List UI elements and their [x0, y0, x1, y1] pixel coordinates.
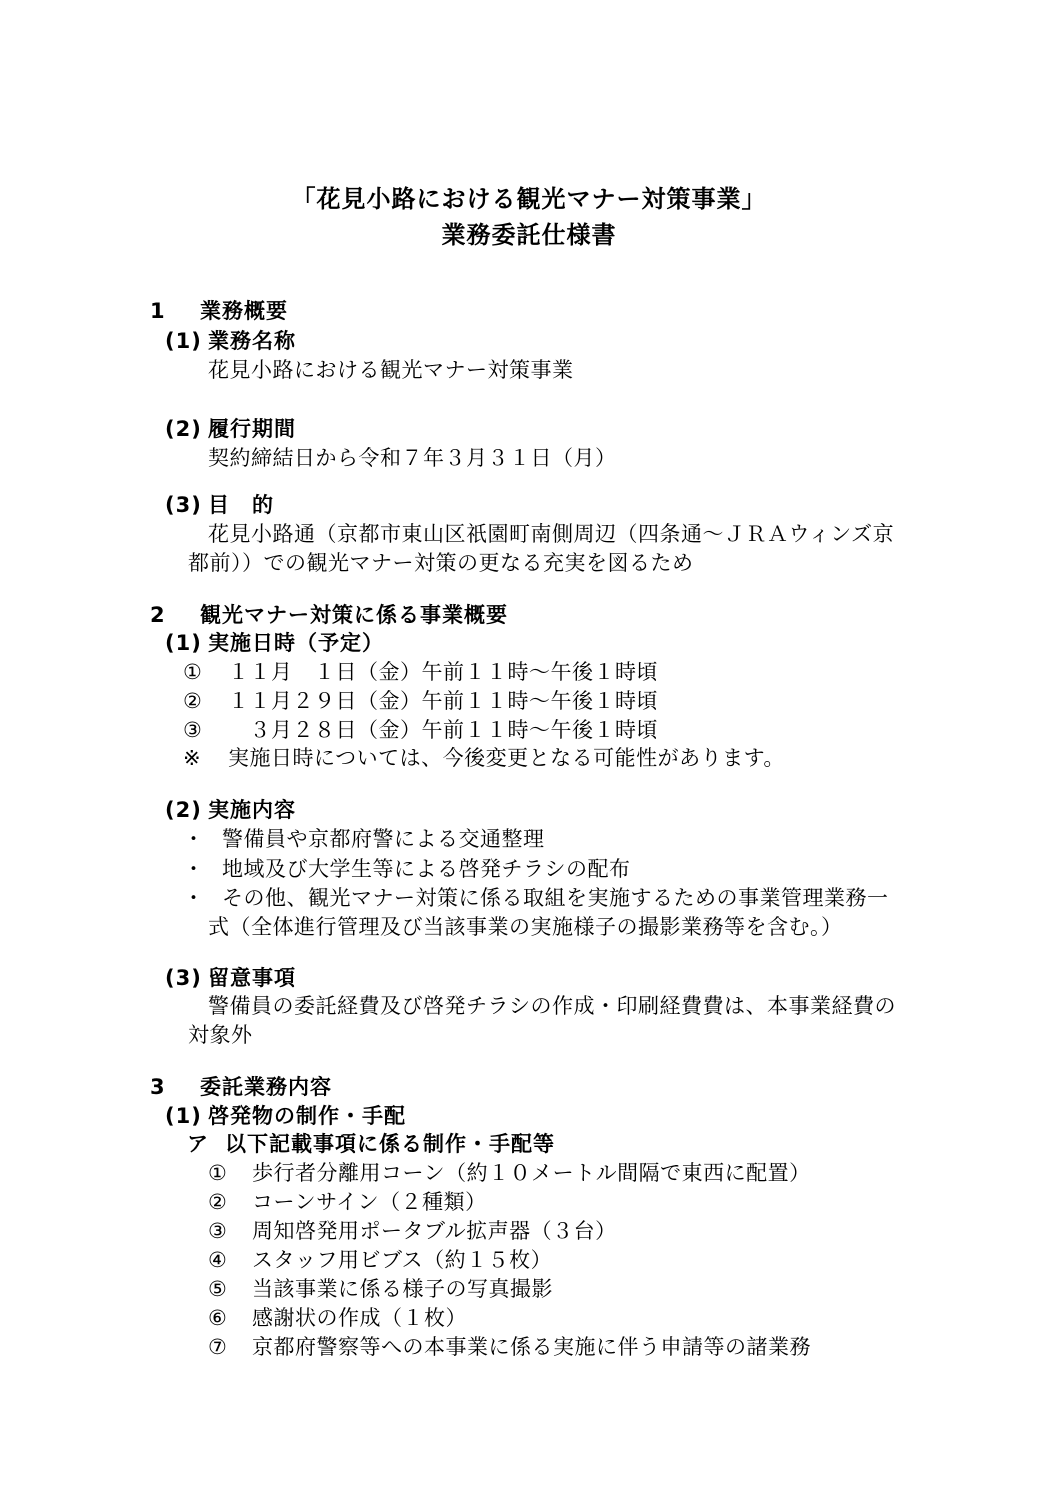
circled-2-marker: ②	[183, 689, 203, 713]
circled-5-marker: ⑤	[208, 1277, 228, 1301]
circled-1-marker: ①	[183, 660, 203, 684]
circled-6-marker: ⑥	[208, 1306, 228, 1330]
schedule-item-2	[183, 687, 658, 716]
procurement-item-6-text: 感謝状の作成（１枚）	[252, 1306, 467, 1330]
section1-2-heading	[165, 415, 296, 444]
content-bullet-3-text: その他、観光マナー対策に係る取組を実施するための事業管理業務一	[222, 886, 889, 910]
doc-title-line1: 「花見小路における観光マナー対策事業」	[291, 185, 767, 213]
schedule-note	[183, 744, 785, 773]
section1-2-body: 契約締結日から令和７年３月３１日（月）	[208, 446, 617, 470]
procurement-item-4-text: スタッフ用ビブス（約１５枚）	[252, 1248, 553, 1272]
section1-3-heading-text: 目 的	[208, 493, 274, 517]
bullet-marker: ・	[183, 857, 205, 881]
doc-title-line2: 業務委託仕様書	[441, 221, 617, 249]
section3-1-heading	[165, 1102, 406, 1131]
content-bullet-3-continuation: 式（全体進行管理及び当該事業の実施様子の撮影業務等を含む。）	[208, 915, 843, 939]
section3-1-sub-heading	[187, 1130, 555, 1159]
section3-1-number: (1)	[165, 1104, 202, 1128]
procurement-item-1-text: 歩行者分離用コーン（約１０メートル間隔で東西に配置）	[252, 1161, 811, 1185]
procurement-item-7-text: 京都府警察等への本事業に係る実施に伴う申請等の諸業務	[252, 1335, 811, 1359]
section1-3-body-line2: 都前））での観光マナー対策の更なる充実を図るため	[188, 551, 694, 575]
section3-1-heading-text: 啓発物の制作・手配	[208, 1104, 406, 1128]
reference-mark: ※	[183, 746, 202, 770]
section1-3-body-line1: 花見小路通（京都市東山区祇園町南側周辺（四条通～ＪＲＡウィンズ京	[208, 522, 895, 546]
procurement-item-1	[208, 1159, 811, 1188]
circled-1-marker: ①	[208, 1161, 228, 1185]
content-bullet-1-text: 警備員や京都府警による交通整理	[222, 827, 545, 851]
section2-heading-text: 観光マナー対策に係る事業概要	[200, 603, 508, 627]
section2-3-body-line1: 警備員の委託経費及び啓発チラシの作成・印刷経費費は、本事業経費の	[208, 994, 896, 1018]
section1-2-heading-text: 履行期間	[208, 417, 296, 441]
schedule-item-1	[183, 658, 658, 687]
section1-1-body: 花見小路における観光マナー対策事業	[208, 358, 574, 382]
bullet-marker: ・	[183, 886, 205, 910]
procurement-item-2	[208, 1188, 487, 1217]
section1-3-heading	[165, 491, 274, 520]
content-bullet-3	[183, 884, 889, 913]
section2-1-heading-text: 実施日時（予定）	[208, 631, 384, 655]
circled-3-marker: ③	[208, 1219, 228, 1243]
section3-heading	[150, 1073, 332, 1102]
section1-number: 1	[150, 299, 166, 323]
section1-heading-text: 業務概要	[200, 299, 288, 323]
section2-3-body-line2: 対象外	[188, 1023, 253, 1047]
schedule-item-3-text: ３月２８日（金）午前１１時～午後１時頃	[228, 718, 658, 742]
section3-number: 3	[150, 1075, 166, 1099]
procurement-item-3-text: 周知啓発用ポータブル拡声器（３台）	[252, 1219, 617, 1243]
section3-heading-text: 委託業務内容	[200, 1075, 332, 1099]
procurement-item-2-text: コーンサイン（２種類）	[252, 1190, 487, 1214]
section1-1-heading-text: 業務名称	[208, 329, 296, 353]
section2-heading	[150, 601, 508, 630]
procurement-item-7	[208, 1333, 811, 1362]
content-bullet-2	[183, 855, 631, 884]
section1-1-number: (1)	[165, 329, 202, 353]
circled-3-marker: ③	[183, 718, 203, 742]
content-bullet-1	[183, 825, 545, 854]
section1-3-number: (3)	[165, 493, 202, 517]
katakana-a-marker: ア	[187, 1132, 209, 1156]
procurement-item-4	[208, 1246, 552, 1275]
bullet-marker: ・	[183, 827, 205, 851]
schedule-item-2-text: １１月２９日（金）午前１１時～午後１時頃	[228, 689, 658, 713]
procurement-item-5-text: 当該事業に係る様子の写真撮影	[252, 1277, 553, 1301]
section2-3-heading	[165, 964, 296, 993]
procurement-item-6	[208, 1304, 467, 1333]
section3-1-sub-heading-text: 以下記載事項に係る制作・手配等	[225, 1132, 555, 1156]
section1-1-heading	[165, 327, 296, 356]
content-bullet-2-text: 地域及び大学生等による啓発チラシの配布	[222, 857, 631, 881]
section1-2-number: (2)	[165, 417, 202, 441]
section2-2-number: (2)	[165, 798, 202, 822]
section2-3-heading-text: 留意事項	[208, 966, 296, 990]
section2-2-heading-text: 実施内容	[208, 798, 296, 822]
section1-heading	[150, 297, 288, 326]
circled-4-marker: ④	[208, 1248, 228, 1272]
circled-2-marker: ②	[208, 1190, 228, 1214]
section2-2-heading	[165, 796, 296, 825]
schedule-item-3	[183, 716, 658, 745]
section2-number: 2	[150, 603, 166, 627]
circled-7-marker: ⑦	[208, 1335, 228, 1359]
section2-3-number: (3)	[165, 966, 202, 990]
section2-1-heading	[165, 629, 384, 658]
procurement-item-5	[208, 1275, 553, 1304]
doc-title	[0, 181, 1058, 253]
section2-1-number: (1)	[165, 631, 202, 655]
schedule-note-text: 実施日時については、今後変更となる可能性があります。	[228, 746, 785, 770]
procurement-item-3	[208, 1217, 617, 1246]
schedule-item-1-text: １１月 １日（金）午前１１時～午後１時頃	[228, 660, 658, 684]
